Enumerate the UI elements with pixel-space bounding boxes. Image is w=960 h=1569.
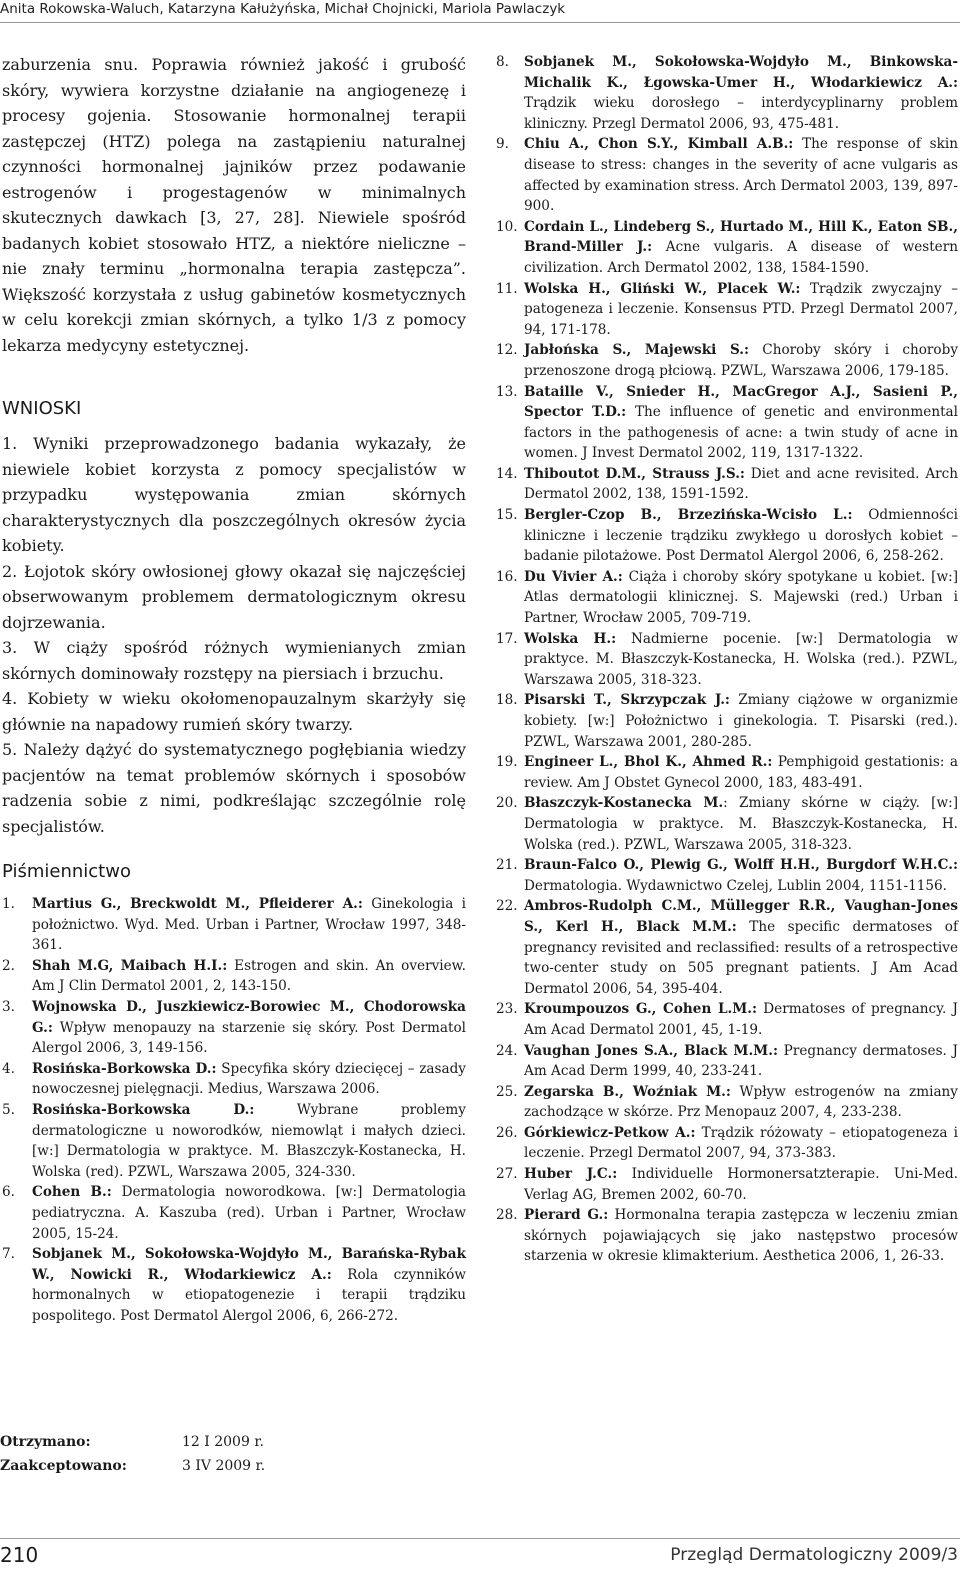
reference-text: : Zmiany skórne w ciąży. [w:] Dermatologia w praktyce. M. Błaszczyk-Kostanecka, H. Wolska (red.). PZWL, Warszawa 2005, 318-323. xyxy=(524,795,958,853)
reference-item xyxy=(496,505,958,567)
reference-item xyxy=(496,340,958,381)
reference-number: 27. xyxy=(496,1166,518,1183)
reference-text: Wybrane problemy dermatologiczne u noworodków, niemowląt i małych dzieci. [w:] Dermatologia w praktyce. M. Błaszczyk-Kostanecka, H. Wolska (red). PZWL, Warszawa 2005, 324-330. xyxy=(32,1101,466,1180)
reference-authors: Ambros-Rudolph C.M., Müllegger R.R., Vaughan-Jones S., Kerl H., Black M.M.: xyxy=(524,898,958,935)
page-footer xyxy=(0,1538,960,1569)
right-column xyxy=(496,52,958,1267)
reference-number: 7. xyxy=(2,1246,15,1263)
reference-number: 20. xyxy=(496,795,518,812)
reference-number: 18. xyxy=(496,692,518,709)
conclusions-list xyxy=(2,431,466,839)
reference-text: Rola czynników hormonalnych w etiopatogenezie i terapii trądziku pospolitego. Post Dermatol Alergol 2006, 6, 266-272. xyxy=(32,1266,466,1324)
reference-text: Nadmierne pocenie. [w:] Dermatologia w praktyce. M. Błaszczyk-Kostanecka, H. Wolska (red.). PZWL, Warszawa 2005, 318-323. xyxy=(524,630,958,688)
reference-text: Pemphigoid gestationis: a review. Am J Obstet Gynecol 2000, 183, 483-491. xyxy=(524,754,958,791)
reference-authors: Thiboutot D.M., Strauss J.S.: xyxy=(524,465,745,482)
received-label: Otrzymano: xyxy=(0,1434,91,1450)
reference-authors: Pisarski T., Skrzypczak J.: xyxy=(524,692,730,709)
reference-text: Diet and acne revisited. Arch Dermatol 2002, 138, 1591-1592. xyxy=(524,465,959,503)
reference-number: 3. xyxy=(2,998,15,1015)
reference-text: Ginekologia i położnictwo. Wyd. Med. Urban i Partner, Wrocław 1997, 348-361. xyxy=(32,896,466,954)
reference-number: 11. xyxy=(496,280,518,297)
reference-authors: Wojnowska D., Juszkiewicz-Borowiec M., Chodorowska G.: xyxy=(32,998,466,1036)
reference-text: The influence of genetic and environmental factors in the pathogenesis of acne: a twin study of acne in women. J Invest Dermatol 2002, 119, 1317-1322. xyxy=(524,404,959,462)
reference-number: 19. xyxy=(496,754,518,771)
reference-authors: Cohen B.: xyxy=(32,1184,112,1201)
reference-authors: Sobjanek M., Sokołowska-Wojdyło M., Barańska-Rybak W., Nowicki R., Włodarkiewicz A.: xyxy=(32,1246,466,1283)
conclusion-item: 2. Łojotok skóry owłosionej głowy okazał się najczęściej obserwowanym problemem dermatologicznym okresu dojrzewania. xyxy=(2,561,466,632)
reference-item xyxy=(496,464,958,505)
accepted-date: 3 IV 2009 r. xyxy=(182,1458,266,1474)
accepted-row xyxy=(0,1454,265,1478)
reference-number: 10. xyxy=(496,218,518,235)
reference-item xyxy=(496,217,958,279)
reference-authors: Rosińska-Borkowska D.: xyxy=(32,1101,255,1118)
conclusions-heading: WNIOSKI xyxy=(2,398,82,419)
reference-authors: Bergler-Czop B., Brzezińska-Wcisło L.: xyxy=(524,507,853,524)
reference-item xyxy=(2,894,466,956)
reference-authors: Huber J.C.: xyxy=(524,1166,618,1183)
reference-text: Dermatoses of pregnancy. J Am Acad Dermatol 2001, 45, 1-19. xyxy=(524,1001,958,1038)
reference-number: 15. xyxy=(496,507,518,524)
reference-item xyxy=(496,629,958,691)
reference-text: Dermatologia. Wydawnictwo Czelej, Lublin 2004, 1151-1156. xyxy=(524,877,947,894)
intro-paragraph: zaburzenia snu. Poprawia również jakość i grubość skóry, wywiera korzystne działanie na angiogenezę i procesy gojenia. Stosowanie hormonalnej terapii zastępczej (HTZ) polega na zastąpieniu naturalnej czynności hormonalnej jajników przez podawanie estrogenów i progestagenów w minimalnych skutecznych dawkach [3, 27, 28]. Niewiele spośród badanych kobiet stosowało HTZ, a niektóre nieliczne – nie znały terminu „hormonalna terapia zastępcza”. Większość korzystała z usług gabinetów kosmetycznych w celu korekcji zmian skórnych, a tylko 1/3 z pomocy lekarza medycyny estetycznej. xyxy=(2,55,466,355)
reference-text: Pregnancy dermatoses. J Am Acad Derm 1999, 40, 233-241. xyxy=(524,1042,959,1080)
reference-item xyxy=(496,1041,958,1082)
reference-number: 14. xyxy=(496,465,518,482)
reference-number: 21. xyxy=(496,857,518,874)
reference-number: 17. xyxy=(496,630,518,647)
accepted-label: Zaakceptowano: xyxy=(0,1458,127,1474)
running-header xyxy=(0,0,960,23)
reference-authors: Górkiewicz-Petkow A.: xyxy=(524,1124,696,1141)
reference-number: 12. xyxy=(496,342,518,359)
reference-authors: Sobjanek M., Sokołowska-Wojdyło M., Binkowska-Michalik K., Łgowska-Umer H., Włodarkiewicz A.: xyxy=(524,54,958,91)
reference-authors: Du Vivier A.: xyxy=(524,568,623,585)
reference-item xyxy=(2,1182,466,1244)
reference-item xyxy=(496,1205,958,1267)
reference-item xyxy=(496,134,958,216)
reference-item xyxy=(496,382,958,464)
page-number: 210 xyxy=(0,1543,39,1567)
reference-number: 4. xyxy=(2,1060,15,1077)
reference-item xyxy=(496,690,958,752)
reference-number: 6. xyxy=(2,1184,15,1201)
reference-number: 16. xyxy=(496,568,518,585)
header-authors: Anita Rokowska-Waluch, Katarzyna Kałużyńska, Michał Chojnicki, Mariola Pawlaczyk xyxy=(0,1,566,17)
reference-item xyxy=(496,567,958,629)
reference-authors: Kroumpouzos G., Cohen L.M.: xyxy=(524,1001,758,1018)
reference-authors: Zegarska B., Woźniak M.: xyxy=(524,1083,731,1100)
reference-authors: Engineer L., Bhol K., Ahmed R.: xyxy=(524,754,773,771)
reference-authors: Jabłońska S., Majewski S.: xyxy=(524,342,750,359)
reference-number: 5. xyxy=(2,1101,15,1118)
reference-number: 25. xyxy=(496,1083,518,1100)
reference-text: Trądzik zwyczajny – patogeneza i leczenie. Konsensus PTD. Przegl Dermatol 2007, 94, 171-178. xyxy=(524,280,958,338)
reference-item xyxy=(496,1123,958,1164)
reference-authors: Martius G., Breckwoldt M., Pfleiderer A.: xyxy=(32,896,363,912)
reference-item xyxy=(2,1059,466,1100)
reference-number: 28. xyxy=(496,1207,518,1224)
reference-authors: Shah M.G, Maibach H.I.: xyxy=(32,957,228,974)
reference-authors: Chiu A., Chon S.Y., Kimball A.B.: xyxy=(524,136,794,153)
reference-authors: Wolska H.: xyxy=(524,630,617,647)
reference-item xyxy=(496,896,958,999)
reference-item xyxy=(496,793,958,855)
conclusion-item: 1. Wyniki przeprowadzonego badania wykazały, że niewiele kobiet korzysta z pomocy specjalistów w przypadku występowania zmian skórnych charakterystycznych dla poszczególnych okresów życia kobiety. xyxy=(2,434,466,555)
received-row xyxy=(0,1430,265,1454)
reference-item xyxy=(496,1082,958,1123)
left-column xyxy=(2,52,466,1326)
reference-authors: Pierard G.: xyxy=(524,1207,609,1224)
reference-number: 23. xyxy=(496,1001,518,1018)
reference-item xyxy=(496,1164,958,1205)
reference-item xyxy=(496,279,958,341)
journal-name: Przegląd Dermatologiczny 2009/3 xyxy=(670,1545,958,1565)
submission-dates xyxy=(0,1430,265,1478)
reference-item xyxy=(496,999,958,1040)
reference-text: The specific dermatoses of pregnancy revisited and reclassified: results of a retrospective two-center study on 505 pregnant patients. J Am Acad Dermatol 2006, 54, 395-404. xyxy=(524,918,958,997)
reference-text: Hormonalna terapia zastępcza w leczeniu zmian skórnych pojawiających się jako następstwo procesów starzenia w okresie klimakterium. Aesthetica 2006, 1, 26-33. xyxy=(524,1207,958,1265)
reference-item xyxy=(2,997,466,1059)
reference-text: Individuelle Hormonersatzterapie. Uni-Med. Verlag AG, Bremen 2002, 60-70. xyxy=(524,1166,959,1203)
reference-text: Wpływ estrogenów na zmiany zachodzące w skórze. Prz Menopauz 2007, 4, 233-238. xyxy=(524,1083,958,1121)
reference-number: 26. xyxy=(496,1124,518,1141)
reference-authors: Cordain L., Lindeberg S., Hurtado M., Hill K., Eaton SB., Brand-Miller J.: xyxy=(524,218,958,256)
reference-text: Odmienności kliniczne i leczenie trądziku zwykłego u dorosłych kobiet – badanie pilotażowe. Post Dermatol Alergol 2006, 6, 258-262. xyxy=(524,507,958,565)
conclusion-item: 4. Kobiety w wieku okołomenopauzalnym skarżyły się głównie na napadowy rumień skóry twarzy. xyxy=(2,689,466,734)
reference-authors: Błaszczyk-Kostanecka M. xyxy=(524,795,724,812)
reference-item xyxy=(496,752,958,793)
conclusion-item: 5. Należy dążyć do systematycznego pogłębiania wiedzy pacjentów na temat problemów skórnych i sposobów radzenia sobie z nimi, podkreślając szczególnie rolę specjalistów. xyxy=(2,740,466,836)
references-list-right xyxy=(496,52,958,1267)
reference-text: Acne vulgaris. A disease of western civilization. Arch Dermatol 2002, 138, 1584-1590. xyxy=(524,239,958,276)
reference-text: Choroby skóry i choroby przenoszone drogą płciową. PZWL, Warszawa 2006, 179-185. xyxy=(524,342,958,379)
reference-number: 8. xyxy=(496,54,509,70)
references-list-left xyxy=(2,894,466,1326)
reference-authors: Vaughan Jones S.A., Black M.M.: xyxy=(524,1042,778,1059)
conclusion-item: 3. W ciąży spośród różnych wymienianych zmian skórnych dominowały rozstępy na piersiach i brzuchu. xyxy=(2,638,466,683)
reference-item xyxy=(496,855,958,896)
reference-item xyxy=(2,956,466,997)
reference-text: Dermatologia noworodkowa. [w:] Dermatologia pediatryczna. A. Kaszuba (red). Urban i Partner, Wrocław 2005, 15-24. xyxy=(32,1184,466,1242)
reference-authors: Wolska H., Gliński W., Placek W.: xyxy=(524,280,801,297)
received-date: 12 I 2009 r. xyxy=(182,1434,264,1450)
reference-text: Specyfika skóry dziecięcej – zasady nowoczesnej pielęgnacji. Medius, Warszawa 2006. xyxy=(32,1060,466,1098)
references-heading: Piśmiennictwo xyxy=(2,861,131,882)
reference-text: The response of skin disease to stress: changes in the severity of acne vulgaris as affected by examination stress. Arch Dermatol 2003, 139, 897-900. xyxy=(524,136,958,215)
reference-text: Trądzik wieku dorosłego – interdycyplinarny problem kliniczny. Przegl Dermatol 2006, 93, 475-481. xyxy=(524,95,958,132)
reference-authors: Braun-Falco O., Plewig G., Wolff H.H., Burgdorf W.H.C.: xyxy=(524,857,958,874)
reference-authors: Bataille V., Snieder H., MacGregor A.J., Sasieni P., Spector T.D.: xyxy=(524,383,958,421)
reference-number: 24. xyxy=(496,1042,518,1059)
reference-number: 1. xyxy=(2,896,15,912)
reference-item xyxy=(2,1100,466,1182)
reference-number: 2. xyxy=(2,957,15,974)
reference-text: Wpływ menopauzy na starzenie się skóry. Post Dermatol Alergol 2006, 3, 149-156. xyxy=(32,1019,466,1057)
reference-authors: Rosińska-Borkowska D.: xyxy=(32,1060,217,1077)
reference-text: Zmiany ciążowe w organizmie kobiety. [w:] Położnictwo i ginekologia. T. Pisarski (red.). PZWL, Warszawa 2001, 280-285. xyxy=(524,692,958,750)
reference-text: Ciąża i choroby skóry spotykane u kobiet. [w:] Atlas dermatologii klinicznej. S. Majewski (red.) Urban i Partner, Wrocław 2005, 709-719. xyxy=(524,568,959,627)
reference-text: Estrogen and skin. An overview. Am J Clin Dermatol 2001, 2, 143-150. xyxy=(32,957,467,995)
reference-number: 9. xyxy=(496,136,509,153)
reference-text: Trądzik różowaty – etiopatogeneza i leczenie. Przegl Dermatol 2007, 94, 373-383. xyxy=(524,1124,958,1162)
reference-number: 22. xyxy=(496,898,518,915)
reference-number: 13. xyxy=(496,383,518,400)
reference-item xyxy=(496,52,958,134)
reference-item xyxy=(2,1244,466,1326)
